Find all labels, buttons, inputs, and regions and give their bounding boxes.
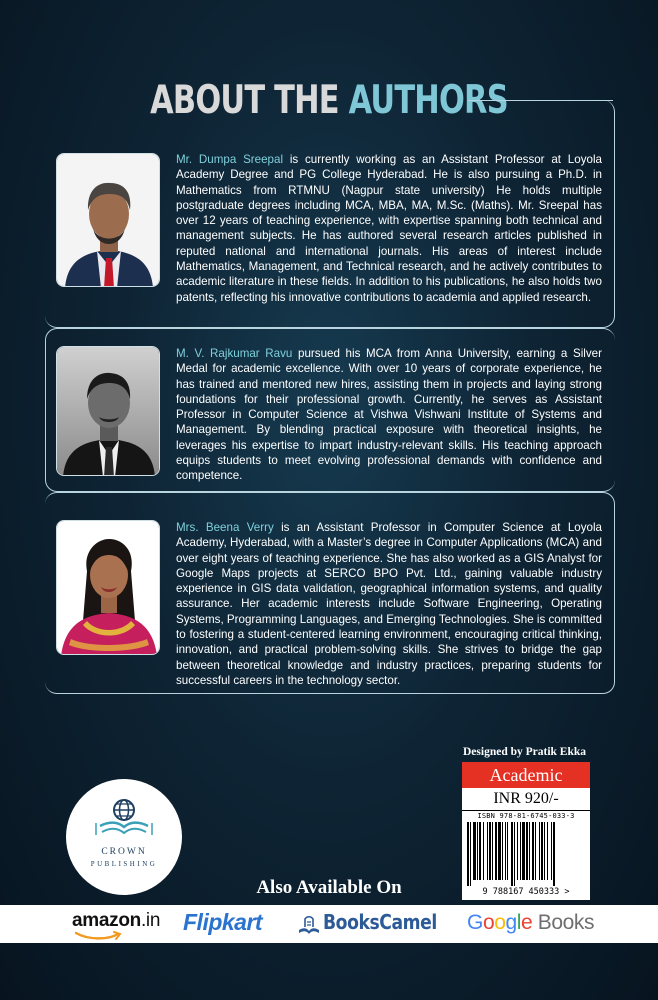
author-bio-ravu: [176, 346, 602, 484]
heading-word-about-the: ABOUT THE: [150, 78, 339, 123]
author-photo-verry: [56, 520, 160, 655]
author-bio-verry: [176, 520, 602, 688]
barcode-bar: [492, 822, 493, 880]
price-label: INR 920/-: [462, 788, 590, 811]
author-photo-ravu: [56, 346, 160, 476]
globe-book-icon: [66, 779, 182, 849]
barcode-bar: [551, 822, 552, 880]
author-bio-sreepal: [176, 152, 602, 305]
isbn-label: ISBN 978-81-6745-033-3: [477, 812, 575, 820]
google-letter-3: o: [494, 911, 506, 934]
author-bio-text-verry: is an Assistant Professor in Computer Science at Loyola Academy, Hyderabad, with a Master’s degree in Computer Applications (MCA) and over eight years of teaching experience. She has also worked as a GIS Analyst for Google Maps projects at SERCO BPO Pvt. Ltd., gaining valuable industry experience in GIS data validation, geographical information systems, and quality assurance. Her academic interests include Software Engineering, Operating Systems, Programming Languages, and Emerging Technologies. She is committed to fostering a student-centered learning environment, encouraging critical thinking, innovation, and practical problem-solving skills. She strives to bridge the gap between theoretical knowledge and industry practices, preparing students for successful careers in the technology sector.: [176, 521, 603, 687]
google-books-word: Books: [532, 911, 595, 934]
bookscamel-icon: [296, 913, 322, 937]
barcode-bar: [532, 822, 534, 880]
barcode-bar: [535, 822, 536, 880]
author-name-ravu: M. V. Rajkumar Ravu: [176, 347, 293, 360]
barcode-bar: [483, 822, 484, 880]
barcode-bar: [522, 822, 525, 880]
barcode-bar: [541, 822, 543, 880]
author-bio-text-sreepal: is currently working as an Assistant Professor at Loyola Academy Degree and PG College Hyderabad. He is also pursuing a Ph.D. in Mathematics from RTMNU (Nagpur state university) He holds multiple postgraduate degrees including MCA, MBA, MA, M.Sc. (Maths). Mr. Sreepal has over 12 years of teaching experience, with expertise spanning both technical and management subjects. He has authored several research articles published in reputed national and international journals. His areas of interest include Mathematics, Management, and Technical research, and he actively contributes to academic literature in these fields. In addition to his publications, he also holds two patents, reflecting his innovative contributions to academia and applied research.: [176, 153, 602, 304]
category-label: Academic: [462, 762, 590, 788]
barcode-bar: [529, 822, 530, 880]
barcode-bar: [498, 822, 501, 880]
google-letter-2: o: [482, 911, 495, 934]
barcode-bar: [507, 822, 508, 880]
publisher-name: CROWN: [101, 847, 147, 857]
barcode-bar: [539, 822, 540, 880]
flipkart-logo[interactable]: Flipkart: [183, 909, 263, 935]
author-photo-sreepal: [56, 153, 160, 287]
amazon-name: amazon: [72, 910, 141, 931]
heading-word-authors: AUTHORS: [348, 78, 508, 123]
barcode-bar: [477, 822, 478, 880]
barcode-bar: [517, 822, 518, 880]
barcode-bar: [479, 822, 481, 880]
google-letter-6: e: [521, 911, 533, 934]
store-logos-band: [0, 905, 658, 943]
bookscamel-logo[interactable]: BooksCamel: [323, 910, 437, 934]
barcode-number: 9 788167 450333 >: [482, 887, 570, 897]
barcode-bar: [505, 822, 506, 880]
publisher-subname: PUBLISHING: [90, 860, 158, 868]
barcode-bar: [495, 822, 497, 880]
google-letter-5: l: [516, 911, 522, 934]
barcode-bar: [526, 822, 528, 880]
amazon-tld: .in: [140, 910, 161, 931]
author-name-sreepal: Mr. Dumpa Sreepal: [176, 153, 284, 166]
amazon-smile-icon: [74, 931, 124, 941]
also-available-heading: Also Available On: [256, 877, 402, 898]
google-letter-1: G: [467, 911, 483, 934]
barcode-bar: [473, 822, 476, 880]
google-letter-4: g: [505, 911, 517, 934]
barcode-bar: [544, 822, 545, 880]
barcode-bar: [489, 822, 491, 880]
barcode-bar: [520, 822, 521, 880]
designer-credit: Designed by Pratik Ekka: [463, 746, 587, 758]
barcode-bar: [502, 822, 503, 880]
barcode-bar: [547, 822, 548, 880]
amazon-logo[interactable]: [72, 910, 160, 932]
author-bio-text-ravu: pursued his MCA from Anna University, earning a Silver Medal for academic excellence. With over 10 years of corporate experience, he has trained and mentored new hires, assisting them in projects and laying strong foundations for their professional growth. Currently, he serves as Assistant Professor in Computer Science at Vishwa Vishwani Institute of Systems and Management. By blending practical exposure with theoretical insights, he leverages his expertise to impart industry-relevant skills. His teaching approach equips students to meet evolving professional demands with confidence and competence.: [176, 347, 602, 483]
barcode-bar: [487, 822, 488, 880]
google-books-logo[interactable]: [467, 911, 594, 935]
author-name-verry: Mrs. Beena Verry: [176, 521, 274, 534]
